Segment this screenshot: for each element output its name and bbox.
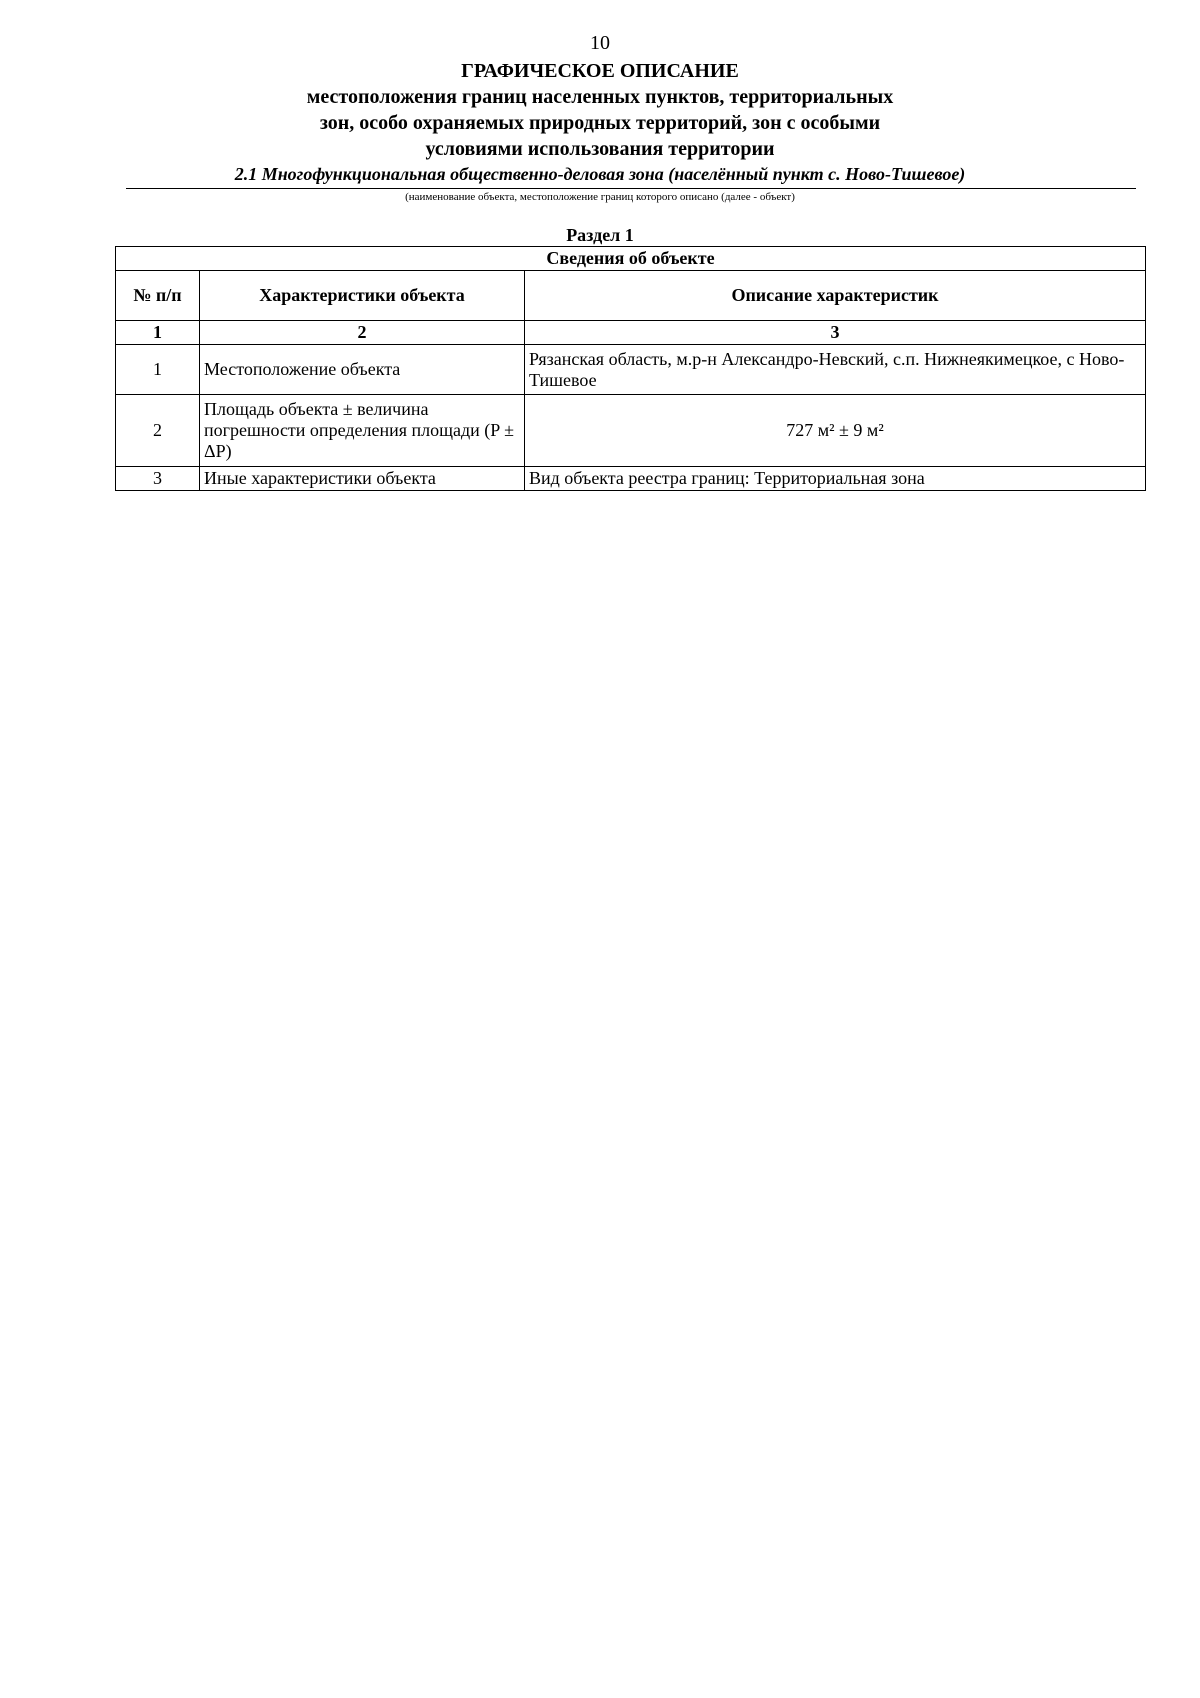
row-characteristic: Местоположение объекта	[200, 345, 525, 395]
row-num: 2	[116, 395, 200, 467]
object-name: 2.1 Многофункциональная общественно-деловая зона (населённый пункт с. Ново-Тишевое)	[234, 164, 966, 184]
row-num: 3	[116, 467, 200, 491]
row-num: 1	[116, 345, 200, 395]
row-characteristic: Площадь объекта ± величина погрешности определения площади (P ± ΔP)	[200, 395, 525, 467]
table-header-row	[116, 271, 1146, 321]
column-number-2: 2	[200, 321, 525, 345]
header-description: Описание характеристик	[525, 271, 1146, 321]
title-line-1: ГРАФИЧЕСКОЕ ОПИСАНИЕ	[461, 60, 739, 82]
column-number-3: 3	[525, 321, 1146, 345]
table-caption-row	[116, 247, 1146, 271]
column-number-1: 1	[116, 321, 200, 345]
table-row	[116, 467, 1146, 491]
table-row	[116, 395, 1146, 467]
table-row	[116, 345, 1146, 395]
row-description: 727 м² ± 9 м²	[525, 395, 1146, 467]
section-title: Раздел 1	[566, 225, 634, 245]
title-line-3: зон, особо охраняемых природных территорий, зон с особыми	[319, 112, 881, 134]
header-num: № п/п	[116, 271, 200, 321]
page-number: 10	[590, 32, 610, 54]
header-characteristic: Характеристики объекта	[200, 271, 525, 321]
table-caption: Сведения об объекте	[116, 247, 1146, 271]
document-title	[0, 58, 1200, 162]
title-line-4: условиями использования территории	[425, 138, 775, 160]
object-name-caption: (наименование объекта, местоположение границ которого описано (далее - объект)	[405, 191, 795, 203]
row-description: Рязанская область, м.р-н Александро-Невский, с.п. Нижнеякимецкое, с Ново-Тишевое	[525, 345, 1146, 395]
object-info-table	[115, 246, 1146, 491]
row-description: Вид объекта реестра границ: Территориальная зона	[525, 467, 1146, 491]
row-characteristic: Иные характеристики объекта	[200, 467, 525, 491]
column-number-row	[116, 321, 1146, 345]
title-line-2: местоположения границ населенных пунктов, территориальных	[306, 86, 894, 108]
object-name-underline	[126, 188, 1136, 189]
